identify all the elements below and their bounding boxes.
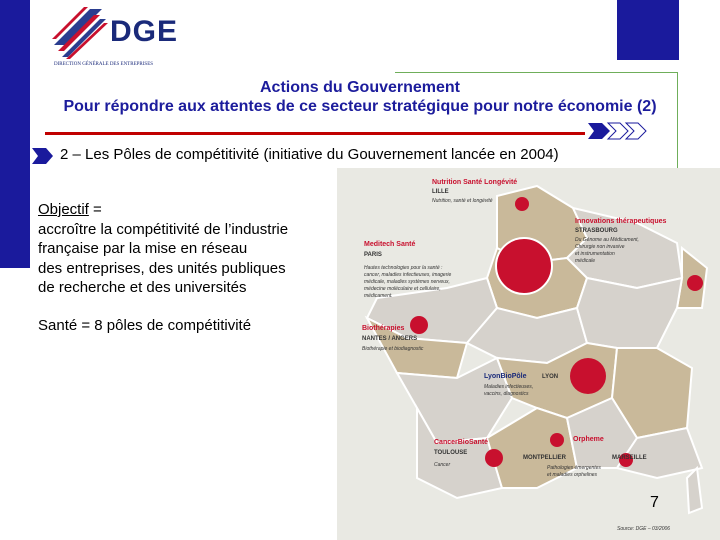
pole-paris-desc: Hautes technologies pour la santé : <box>364 265 443 271</box>
chevrons-icon <box>588 122 648 140</box>
objective-line: des entreprises, des unités publiques <box>38 259 286 277</box>
left-accent-bar <box>0 0 30 268</box>
pole-paris-desc: cancer, maladies infectieuses, imagerie <box>364 272 452 278</box>
objective-suffix: = <box>88 201 102 218</box>
pole-lyon-name: LyonBioPôle <box>484 373 527 380</box>
pole-strasbourg-desc: et instrumentation <box>575 251 615 257</box>
logo-wordmark: DGE <box>110 15 179 48</box>
pole-orpheme-desc: et maladies orphelines <box>547 472 598 478</box>
objective-line: accroître la compétitivité de l’industrie <box>38 220 289 238</box>
map-source: Source: DGE – 03/2006 <box>617 526 671 532</box>
pole-toulouse-desc: Cancer <box>434 462 451 468</box>
pole-paris-marker <box>496 238 552 294</box>
objective-text <box>38 200 338 298</box>
pole-nantes-name: Biothérapies <box>362 325 405 332</box>
pole-orpheme-name: Orpheme <box>573 436 604 443</box>
slide-subtitle: Pour répondre aux attentes de ce secteur stratégique pour notre économie (2) <box>63 98 657 115</box>
logo-subtitle: DIRECTION GÉNÉRALE DES ENTREPRISES <box>54 62 154 67</box>
pole-lyon-desc: vaccins, diagnostics <box>484 391 529 397</box>
title-divider <box>45 132 585 135</box>
pole-lyon-desc: Maladies infectieuses, <box>484 384 534 390</box>
pole-strasbourg-desc: Chirurgie non invasive <box>575 244 625 250</box>
pole-paris-desc: médicament. <box>364 293 393 299</box>
pole-strasbourg-name: Innovations thérapeutiques <box>575 218 667 225</box>
pole-lyon-city: LYON <box>542 374 559 380</box>
pole-montpellier-marker <box>550 433 564 447</box>
pole-lille-city: LILLE <box>432 189 449 195</box>
france-poles-map <box>337 168 720 540</box>
pole-orpheme-desc: Pathologies émergentes <box>547 465 601 471</box>
pole-paris-desc: médicale, maladies systèmes nerveux, <box>364 279 450 285</box>
dge-logo <box>50 5 180 71</box>
logo-stripes-icon <box>50 5 110 61</box>
top-right-accent-block <box>617 0 679 60</box>
page-number: 7 <box>650 494 659 511</box>
objective-label: Objectif <box>38 201 89 218</box>
pole-toulouse-name: CancerBioSanté <box>434 439 489 446</box>
pole-strasbourg-city: STRASBOURG <box>575 228 618 234</box>
pole-paris-name: Meditech Santé <box>364 241 416 248</box>
objective-line: française par la mise en réseau <box>38 240 248 257</box>
pole-nantes-marker <box>410 316 428 334</box>
sante-summary: Santé = 8 pôles de compétitivité <box>38 317 252 334</box>
pole-toulouse-marker <box>485 449 503 467</box>
pole-lille-desc: Nutrition, santé et longévité <box>432 198 493 204</box>
pole-nantes-desc: Biothérapie et biodiagnostic <box>362 346 424 352</box>
pole-strasbourg-desc: médicale <box>575 258 596 264</box>
pole-strasbourg-marker <box>687 275 703 291</box>
section-subtitle: 2 – Les Pôles de compétitivité (initiative du Gouvernement lancée en 2004) <box>60 146 559 163</box>
pole-lille-marker <box>515 197 529 211</box>
pole-paris-desc: médecine moléculaire et cellulaire, <box>364 286 441 292</box>
pole-lyon-marker <box>570 358 606 394</box>
slide-title: Actions du Gouvernement <box>259 79 461 96</box>
pole-strasbourg-desc: Du Génome au Médicament, <box>575 237 639 243</box>
green-frame-line <box>395 72 678 73</box>
pole-marseille-city: MARSEILLE <box>612 455 647 461</box>
pole-lille-name: Nutrition Santé Longévité <box>432 179 518 186</box>
objective-line: de recherche et des universités <box>38 279 247 296</box>
pole-nantes-city: NANTES / ANGERS <box>362 336 418 342</box>
pole-toulouse-city: TOULOUSE <box>434 450 468 456</box>
pole-montpellier-city: MONTPELLIER <box>523 455 566 461</box>
bullet-chevron-icon <box>32 147 54 165</box>
pole-paris-city: PARIS <box>364 252 382 258</box>
